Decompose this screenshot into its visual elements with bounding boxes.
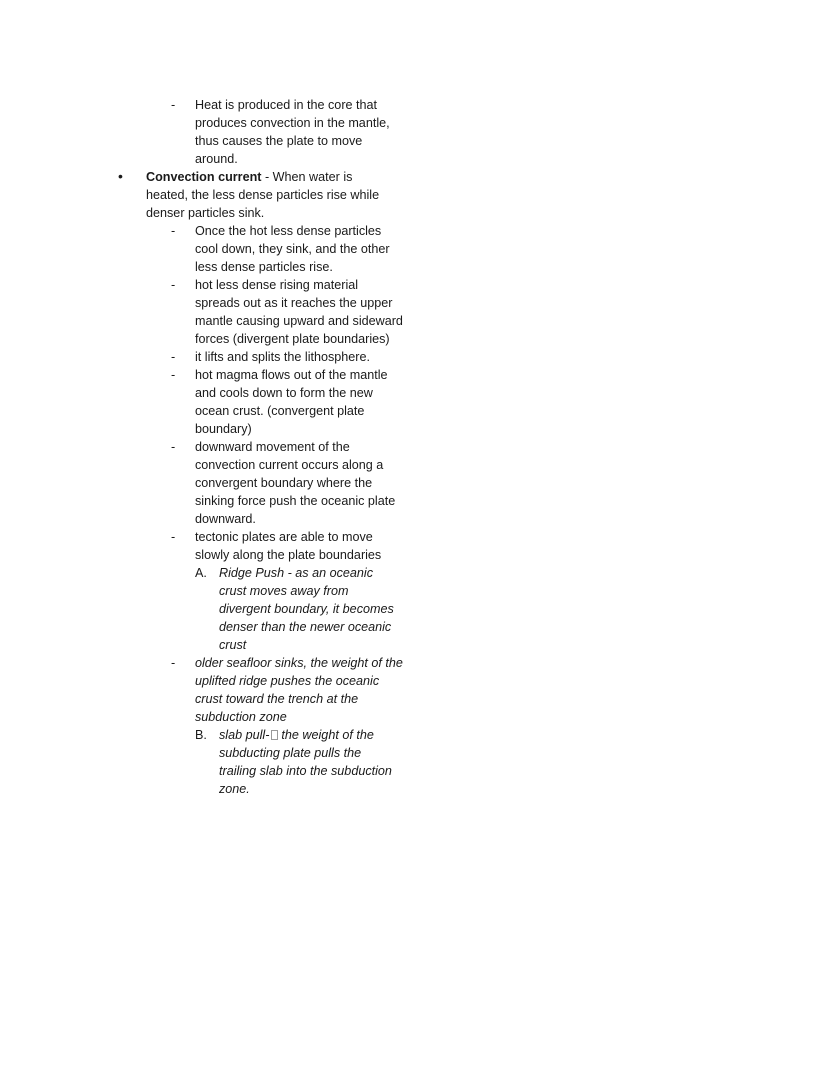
list-item-text: tectonic plates are able to move slowly along the plate boundaries (195, 530, 382, 562)
dash-marker: - (171, 656, 176, 670)
bullet-marker: • (118, 168, 123, 184)
letter-marker: B. (195, 728, 207, 742)
dash-marker: - (171, 530, 176, 544)
letter-marker: A. (195, 566, 207, 580)
list-item (0, 438, 405, 528)
list-item-text: older seafloor sinks, the weight of the uplifted ridge pushes the oceanic crust toward the trench at the subduction zone (195, 656, 403, 724)
dash-marker: - (171, 440, 176, 454)
slab-pull-label: slab pull- (219, 728, 270, 742)
dash-marker: - (171, 98, 176, 112)
list-item-heat-core (0, 96, 405, 168)
missing-glyph-icon (271, 730, 278, 740)
list-item (0, 366, 405, 438)
list-item (0, 276, 405, 348)
list-item-text: Heat is produced in the core that produces convection in the mantle, thus causes the plate to move around. (195, 98, 390, 166)
sub-item-ridge-push (0, 564, 399, 654)
dash-marker: - (171, 350, 176, 364)
dash-marker: - (171, 224, 176, 238)
bullet-convection-current (0, 168, 384, 222)
dash-marker: - (171, 368, 176, 382)
list-item-text: it lifts and splits the lithosphere. (195, 350, 371, 364)
list-item (0, 222, 405, 276)
notes-content (0, 96, 828, 798)
list-item (0, 348, 405, 366)
sub-item-slab-pull (0, 726, 399, 798)
definition-text: - When water is heated, the less dense particles rise while denser particles sink. (146, 170, 380, 220)
list-item (0, 528, 405, 564)
sub-item-text: the weight of the subducting plate pulls the trailing slab into the subduction zone. (219, 728, 392, 796)
dash-marker: - (171, 278, 176, 292)
term-convection-current: Convection current (146, 170, 262, 184)
list-item-text: hot less dense rising material spreads out as it reaches the upper mantle causing upward and sideward forces (divergent plate boundaries) (195, 278, 403, 346)
sub-item-text: Ridge Push - as an oceanic crust moves away from divergent boundary, it becomes denser than the newer oceanic crust (219, 566, 394, 652)
list-item-text: Once the hot less dense particles cool down, they sink, and the other less dense particles rise. (195, 224, 390, 274)
list-item-text: hot magma flows out of the mantle and cools down to form the new ocean crust. (convergent plate boundary) (195, 368, 388, 436)
list-item-text: downward movement of the convection current occurs along a convergent boundary where the sinking force push the oceanic plate downward. (195, 440, 396, 526)
list-item-older-seafloor (0, 654, 405, 726)
